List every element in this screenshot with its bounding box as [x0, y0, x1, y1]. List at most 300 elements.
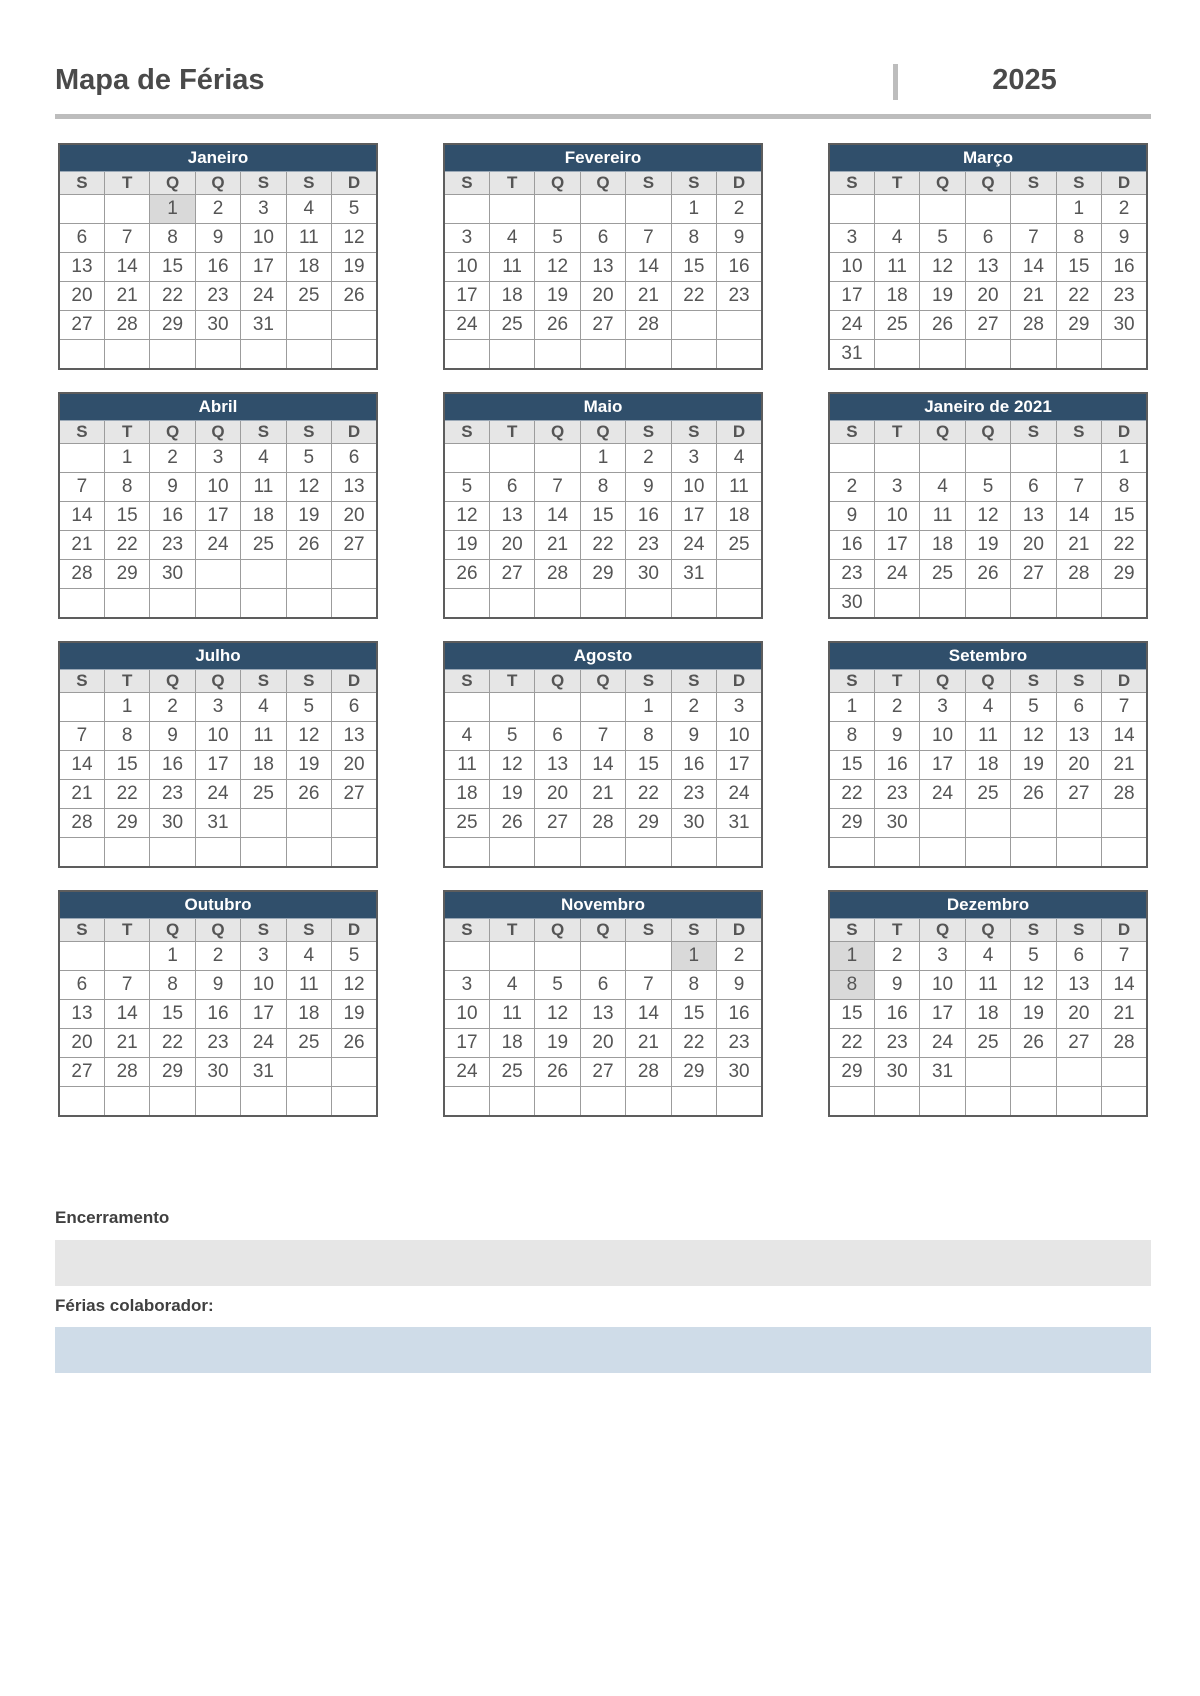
day-cell[interactable]: 28: [626, 1058, 671, 1087]
day-cell[interactable]: 12: [965, 502, 1010, 531]
day-cell[interactable]: 29: [150, 1058, 195, 1087]
day-cell[interactable]: 5: [332, 942, 377, 971]
day-cell[interactable]: 24: [241, 1029, 286, 1058]
day-cell[interactable]: 10: [829, 253, 874, 282]
day-cell[interactable]: 24: [444, 1058, 489, 1087]
day-cell[interactable]: 14: [1056, 502, 1101, 531]
day-cell[interactable]: 11: [920, 502, 965, 531]
day-cell[interactable]: 15: [150, 253, 195, 282]
day-cell[interactable]: 23: [717, 1029, 762, 1058]
day-cell[interactable]: 23: [874, 1029, 919, 1058]
day-cell[interactable]: 1: [671, 195, 716, 224]
day-cell[interactable]: 15: [829, 1000, 874, 1029]
day-cell[interactable]: 28: [1102, 780, 1147, 809]
day-cell[interactable]: 27: [965, 311, 1010, 340]
day-cell[interactable]: 15: [1102, 502, 1147, 531]
day-cell[interactable]: 27: [332, 531, 377, 560]
day-cell[interactable]: 15: [671, 1000, 716, 1029]
day-cell[interactable]: 25: [920, 560, 965, 589]
day-cell[interactable]: 3: [671, 444, 716, 473]
day-cell[interactable]: 20: [580, 282, 625, 311]
day-cell[interactable]: 5: [444, 473, 489, 502]
day-cell[interactable]: 6: [59, 971, 104, 1000]
day-cell[interactable]: 7: [1011, 224, 1056, 253]
day-cell[interactable]: 9: [874, 971, 919, 1000]
day-cell[interactable]: 17: [444, 282, 489, 311]
day-cell[interactable]: 10: [241, 224, 286, 253]
day-cell[interactable]: 21: [104, 1029, 149, 1058]
day-cell[interactable]: 18: [241, 502, 286, 531]
day-cell[interactable]: 2: [874, 693, 919, 722]
day-cell[interactable]: 28: [1056, 560, 1101, 589]
day-cell[interactable]: 12: [444, 502, 489, 531]
day-cell[interactable]: 9: [195, 971, 240, 1000]
day-cell[interactable]: 14: [626, 253, 671, 282]
day-cell[interactable]: 2: [626, 444, 671, 473]
day-cell[interactable]: 20: [535, 780, 580, 809]
day-cell[interactable]: 18: [489, 1029, 534, 1058]
day-cell[interactable]: 4: [286, 942, 331, 971]
day-cell[interactable]: 19: [965, 531, 1010, 560]
day-cell[interactable]: 21: [1102, 751, 1147, 780]
day-cell[interactable]: 2: [874, 942, 919, 971]
day-cell[interactable]: 4: [489, 224, 534, 253]
day-cell[interactable]: 15: [580, 502, 625, 531]
day-cell[interactable]: 2: [829, 473, 874, 502]
day-cell[interactable]: 7: [59, 722, 104, 751]
day-cell[interactable]: 19: [332, 1000, 377, 1029]
day-cell[interactable]: 8: [150, 224, 195, 253]
day-cell[interactable]: 2: [671, 693, 716, 722]
day-cell[interactable]: 3: [444, 971, 489, 1000]
day-cell[interactable]: 18: [920, 531, 965, 560]
day-cell[interactable]: 8: [1102, 473, 1147, 502]
day-cell[interactable]: 27: [1056, 1029, 1101, 1058]
day-cell[interactable]: 21: [59, 531, 104, 560]
day-cell[interactable]: 11: [717, 473, 762, 502]
day-cell[interactable]: 20: [580, 1029, 625, 1058]
day-cell[interactable]: 1: [829, 942, 874, 971]
day-cell[interactable]: 5: [965, 473, 1010, 502]
day-cell[interactable]: 3: [241, 942, 286, 971]
day-cell[interactable]: 23: [829, 560, 874, 589]
day-cell[interactable]: 1: [104, 693, 149, 722]
day-cell[interactable]: 26: [286, 780, 331, 809]
day-cell[interactable]: 3: [195, 444, 240, 473]
day-cell[interactable]: 23: [150, 531, 195, 560]
day-cell[interactable]: 5: [489, 722, 534, 751]
day-cell[interactable]: 22: [580, 531, 625, 560]
day-cell[interactable]: 21: [1056, 531, 1101, 560]
day-cell[interactable]: 14: [104, 253, 149, 282]
day-cell[interactable]: 23: [195, 1029, 240, 1058]
day-cell[interactable]: 6: [332, 693, 377, 722]
day-cell[interactable]: 1: [671, 942, 716, 971]
day-cell[interactable]: 26: [332, 1029, 377, 1058]
day-cell[interactable]: 14: [1102, 722, 1147, 751]
day-cell[interactable]: 25: [489, 311, 534, 340]
day-cell[interactable]: 20: [965, 282, 1010, 311]
day-cell[interactable]: 17: [444, 1029, 489, 1058]
day-cell[interactable]: 30: [874, 809, 919, 838]
day-cell[interactable]: 7: [626, 224, 671, 253]
day-cell[interactable]: 26: [332, 282, 377, 311]
day-cell[interactable]: 8: [1056, 224, 1101, 253]
day-cell[interactable]: 11: [489, 253, 534, 282]
day-cell[interactable]: 31: [829, 340, 874, 370]
day-cell[interactable]: 15: [104, 502, 149, 531]
day-cell[interactable]: 1: [1056, 195, 1101, 224]
day-cell[interactable]: 7: [104, 224, 149, 253]
day-cell[interactable]: 23: [717, 282, 762, 311]
day-cell[interactable]: 23: [1102, 282, 1147, 311]
day-cell[interactable]: 27: [580, 311, 625, 340]
day-cell[interactable]: 20: [1056, 751, 1101, 780]
day-cell[interactable]: 11: [286, 224, 331, 253]
day-cell[interactable]: 4: [241, 693, 286, 722]
day-cell[interactable]: 22: [829, 1029, 874, 1058]
day-cell[interactable]: 26: [489, 809, 534, 838]
day-cell[interactable]: 26: [965, 560, 1010, 589]
day-cell[interactable]: 20: [59, 282, 104, 311]
day-cell[interactable]: 11: [241, 473, 286, 502]
day-cell[interactable]: 18: [874, 282, 919, 311]
day-cell[interactable]: 9: [626, 473, 671, 502]
day-cell[interactable]: 8: [829, 722, 874, 751]
day-cell[interactable]: 14: [104, 1000, 149, 1029]
day-cell[interactable]: 8: [829, 971, 874, 1000]
day-cell[interactable]: 9: [829, 502, 874, 531]
day-cell[interactable]: 29: [1102, 560, 1147, 589]
day-cell[interactable]: 3: [874, 473, 919, 502]
day-cell[interactable]: 19: [332, 253, 377, 282]
day-cell[interactable]: 9: [717, 971, 762, 1000]
day-cell[interactable]: 1: [626, 693, 671, 722]
day-cell[interactable]: 13: [580, 1000, 625, 1029]
day-cell[interactable]: 21: [104, 282, 149, 311]
day-cell[interactable]: 20: [59, 1029, 104, 1058]
day-cell[interactable]: 24: [671, 531, 716, 560]
day-cell[interactable]: 16: [626, 502, 671, 531]
day-cell[interactable]: 16: [195, 253, 240, 282]
day-cell[interactable]: 28: [104, 1058, 149, 1087]
day-cell[interactable]: 24: [920, 780, 965, 809]
day-cell[interactable]: 22: [104, 780, 149, 809]
day-cell[interactable]: 3: [920, 942, 965, 971]
day-cell[interactable]: 15: [104, 751, 149, 780]
day-cell[interactable]: 16: [671, 751, 716, 780]
day-cell[interactable]: 4: [717, 444, 762, 473]
day-cell[interactable]: 26: [535, 311, 580, 340]
day-cell[interactable]: 1: [829, 693, 874, 722]
day-cell[interactable]: 16: [717, 1000, 762, 1029]
day-cell[interactable]: 30: [874, 1058, 919, 1087]
day-cell[interactable]: 15: [829, 751, 874, 780]
day-cell[interactable]: 31: [195, 809, 240, 838]
day-cell[interactable]: 12: [286, 473, 331, 502]
day-cell[interactable]: 31: [671, 560, 716, 589]
day-cell[interactable]: 12: [332, 971, 377, 1000]
day-cell[interactable]: 13: [1056, 971, 1101, 1000]
day-cell[interactable]: 29: [829, 1058, 874, 1087]
day-cell[interactable]: 27: [489, 560, 534, 589]
day-cell[interactable]: 24: [717, 780, 762, 809]
day-cell[interactable]: 6: [965, 224, 1010, 253]
day-cell[interactable]: 21: [626, 1029, 671, 1058]
day-cell[interactable]: 26: [286, 531, 331, 560]
day-cell[interactable]: 5: [332, 195, 377, 224]
day-cell[interactable]: 10: [241, 971, 286, 1000]
day-cell[interactable]: 30: [150, 809, 195, 838]
day-cell[interactable]: 20: [332, 751, 377, 780]
day-cell[interactable]: 30: [626, 560, 671, 589]
day-cell[interactable]: 27: [580, 1058, 625, 1087]
day-cell[interactable]: 5: [920, 224, 965, 253]
day-cell[interactable]: 14: [59, 502, 104, 531]
day-cell[interactable]: 17: [920, 1000, 965, 1029]
day-cell[interactable]: 29: [104, 809, 149, 838]
day-cell[interactable]: 11: [444, 751, 489, 780]
day-cell[interactable]: 30: [150, 560, 195, 589]
day-cell[interactable]: 26: [920, 311, 965, 340]
day-cell[interactable]: 27: [59, 1058, 104, 1087]
day-cell[interactable]: 8: [150, 971, 195, 1000]
day-cell[interactable]: 3: [195, 693, 240, 722]
day-cell[interactable]: 7: [626, 971, 671, 1000]
day-cell[interactable]: 14: [59, 751, 104, 780]
day-cell[interactable]: 28: [626, 311, 671, 340]
day-cell[interactable]: 16: [829, 531, 874, 560]
day-cell[interactable]: 13: [1056, 722, 1101, 751]
day-cell[interactable]: 23: [874, 780, 919, 809]
day-cell[interactable]: 6: [1011, 473, 1056, 502]
day-cell[interactable]: 16: [1102, 253, 1147, 282]
day-cell[interactable]: 14: [1011, 253, 1056, 282]
day-cell[interactable]: 31: [241, 1058, 286, 1087]
day-cell[interactable]: 31: [717, 809, 762, 838]
day-cell[interactable]: 6: [1056, 693, 1101, 722]
day-cell[interactable]: 15: [150, 1000, 195, 1029]
day-cell[interactable]: 7: [535, 473, 580, 502]
day-cell[interactable]: 10: [874, 502, 919, 531]
day-cell[interactable]: 25: [965, 1029, 1010, 1058]
day-cell[interactable]: 13: [59, 1000, 104, 1029]
day-cell[interactable]: 29: [150, 311, 195, 340]
day-cell[interactable]: 22: [150, 1029, 195, 1058]
day-cell[interactable]: 18: [965, 1000, 1010, 1029]
day-cell[interactable]: 24: [241, 282, 286, 311]
day-cell[interactable]: 24: [874, 560, 919, 589]
day-cell[interactable]: 16: [874, 751, 919, 780]
day-cell[interactable]: 6: [489, 473, 534, 502]
day-cell[interactable]: 24: [444, 311, 489, 340]
day-cell[interactable]: 14: [1102, 971, 1147, 1000]
day-cell[interactable]: 3: [241, 195, 286, 224]
day-cell[interactable]: 4: [920, 473, 965, 502]
day-cell[interactable]: 9: [150, 722, 195, 751]
day-cell[interactable]: 12: [1011, 722, 1056, 751]
day-cell[interactable]: 28: [580, 809, 625, 838]
day-cell[interactable]: 1: [580, 444, 625, 473]
day-cell[interactable]: 26: [444, 560, 489, 589]
day-cell[interactable]: 11: [965, 971, 1010, 1000]
day-cell[interactable]: 9: [671, 722, 716, 751]
day-cell[interactable]: 7: [104, 971, 149, 1000]
day-cell[interactable]: 11: [241, 722, 286, 751]
day-cell[interactable]: 27: [332, 780, 377, 809]
day-cell[interactable]: 7: [1056, 473, 1101, 502]
day-cell[interactable]: 13: [489, 502, 534, 531]
day-cell[interactable]: 16: [195, 1000, 240, 1029]
day-cell[interactable]: 26: [1011, 1029, 1056, 1058]
day-cell[interactable]: 13: [332, 722, 377, 751]
day-cell[interactable]: 28: [535, 560, 580, 589]
day-cell[interactable]: 7: [1102, 693, 1147, 722]
day-cell[interactable]: 10: [195, 722, 240, 751]
day-cell[interactable]: 31: [920, 1058, 965, 1087]
day-cell[interactable]: 20: [1011, 531, 1056, 560]
day-cell[interactable]: 10: [920, 722, 965, 751]
day-cell[interactable]: 14: [580, 751, 625, 780]
day-cell[interactable]: 19: [1011, 751, 1056, 780]
day-cell[interactable]: 16: [717, 253, 762, 282]
day-cell[interactable]: 3: [829, 224, 874, 253]
day-cell[interactable]: 21: [59, 780, 104, 809]
day-cell[interactable]: 10: [444, 1000, 489, 1029]
day-cell[interactable]: 19: [535, 282, 580, 311]
day-cell[interactable]: 4: [874, 224, 919, 253]
day-cell[interactable]: 27: [1011, 560, 1056, 589]
day-cell[interactable]: 8: [580, 473, 625, 502]
day-cell[interactable]: 25: [965, 780, 1010, 809]
day-cell[interactable]: 18: [286, 1000, 331, 1029]
day-cell[interactable]: 24: [920, 1029, 965, 1058]
day-cell[interactable]: 13: [332, 473, 377, 502]
day-cell[interactable]: 30: [195, 311, 240, 340]
day-cell[interactable]: 16: [874, 1000, 919, 1029]
day-cell[interactable]: 11: [874, 253, 919, 282]
day-cell[interactable]: 2: [195, 195, 240, 224]
day-cell[interactable]: 16: [150, 502, 195, 531]
day-cell[interactable]: 4: [286, 195, 331, 224]
day-cell[interactable]: 12: [489, 751, 534, 780]
day-cell[interactable]: 9: [195, 224, 240, 253]
day-cell[interactable]: 17: [195, 502, 240, 531]
day-cell[interactable]: 18: [286, 253, 331, 282]
day-cell[interactable]: 23: [671, 780, 716, 809]
day-cell[interactable]: 29: [1056, 311, 1101, 340]
day-cell[interactable]: 11: [489, 1000, 534, 1029]
day-cell[interactable]: 29: [626, 809, 671, 838]
day-cell[interactable]: 22: [104, 531, 149, 560]
day-cell[interactable]: 2: [150, 444, 195, 473]
day-cell[interactable]: 21: [626, 282, 671, 311]
day-cell[interactable]: 16: [150, 751, 195, 780]
day-cell[interactable]: 28: [1102, 1029, 1147, 1058]
day-cell[interactable]: 2: [1102, 195, 1147, 224]
day-cell[interactable]: 3: [444, 224, 489, 253]
day-cell[interactable]: 25: [286, 1029, 331, 1058]
day-cell[interactable]: 17: [874, 531, 919, 560]
day-cell[interactable]: 31: [241, 311, 286, 340]
day-cell[interactable]: 22: [150, 282, 195, 311]
day-cell[interactable]: 2: [195, 942, 240, 971]
day-cell[interactable]: 30: [195, 1058, 240, 1087]
day-cell[interactable]: 20: [489, 531, 534, 560]
day-cell[interactable]: 9: [874, 722, 919, 751]
day-cell[interactable]: 30: [829, 589, 874, 619]
day-cell[interactable]: 5: [535, 971, 580, 1000]
day-cell[interactable]: 17: [195, 751, 240, 780]
day-cell[interactable]: 24: [195, 531, 240, 560]
day-cell[interactable]: 25: [444, 809, 489, 838]
day-cell[interactable]: 13: [535, 751, 580, 780]
day-cell[interactable]: 13: [1011, 502, 1056, 531]
day-cell[interactable]: 6: [580, 971, 625, 1000]
day-cell[interactable]: 19: [920, 282, 965, 311]
day-cell[interactable]: 4: [444, 722, 489, 751]
day-cell[interactable]: 9: [717, 224, 762, 253]
day-cell[interactable]: 22: [671, 282, 716, 311]
day-cell[interactable]: 25: [489, 1058, 534, 1087]
day-cell[interactable]: 8: [671, 224, 716, 253]
day-cell[interactable]: 17: [717, 751, 762, 780]
day-cell[interactable]: 25: [286, 282, 331, 311]
day-cell[interactable]: 18: [489, 282, 534, 311]
day-cell[interactable]: 5: [1011, 942, 1056, 971]
day-cell[interactable]: 17: [920, 751, 965, 780]
day-cell[interactable]: 7: [580, 722, 625, 751]
day-cell[interactable]: 2: [717, 195, 762, 224]
day-cell[interactable]: 4: [489, 971, 534, 1000]
day-cell[interactable]: 7: [59, 473, 104, 502]
day-cell[interactable]: 4: [965, 693, 1010, 722]
day-cell[interactable]: 22: [1056, 282, 1101, 311]
day-cell[interactable]: 11: [286, 971, 331, 1000]
day-cell[interactable]: 22: [1102, 531, 1147, 560]
day-cell[interactable]: 7: [1102, 942, 1147, 971]
day-cell[interactable]: 6: [332, 444, 377, 473]
day-cell[interactable]: 8: [626, 722, 671, 751]
day-cell[interactable]: 13: [59, 253, 104, 282]
day-cell[interactable]: 8: [671, 971, 716, 1000]
day-cell[interactable]: 27: [1056, 780, 1101, 809]
day-cell[interactable]: 20: [332, 502, 377, 531]
day-cell[interactable]: 29: [104, 560, 149, 589]
day-cell[interactable]: 6: [1056, 942, 1101, 971]
day-cell[interactable]: 3: [717, 693, 762, 722]
day-cell[interactable]: 18: [241, 751, 286, 780]
day-cell[interactable]: 10: [195, 473, 240, 502]
day-cell[interactable]: 9: [150, 473, 195, 502]
day-cell[interactable]: 19: [286, 751, 331, 780]
day-cell[interactable]: 15: [671, 253, 716, 282]
day-cell[interactable]: 8: [104, 722, 149, 751]
day-cell[interactable]: 12: [920, 253, 965, 282]
day-cell[interactable]: 13: [965, 253, 1010, 282]
day-cell[interactable]: 6: [580, 224, 625, 253]
day-cell[interactable]: 17: [829, 282, 874, 311]
day-cell[interactable]: 12: [535, 1000, 580, 1029]
day-cell[interactable]: 18: [717, 502, 762, 531]
day-cell[interactable]: 30: [1102, 311, 1147, 340]
day-cell[interactable]: 27: [535, 809, 580, 838]
day-cell[interactable]: 21: [535, 531, 580, 560]
day-cell[interactable]: 2: [717, 942, 762, 971]
day-cell[interactable]: 30: [671, 809, 716, 838]
day-cell[interactable]: 30: [717, 1058, 762, 1087]
day-cell[interactable]: 21: [580, 780, 625, 809]
